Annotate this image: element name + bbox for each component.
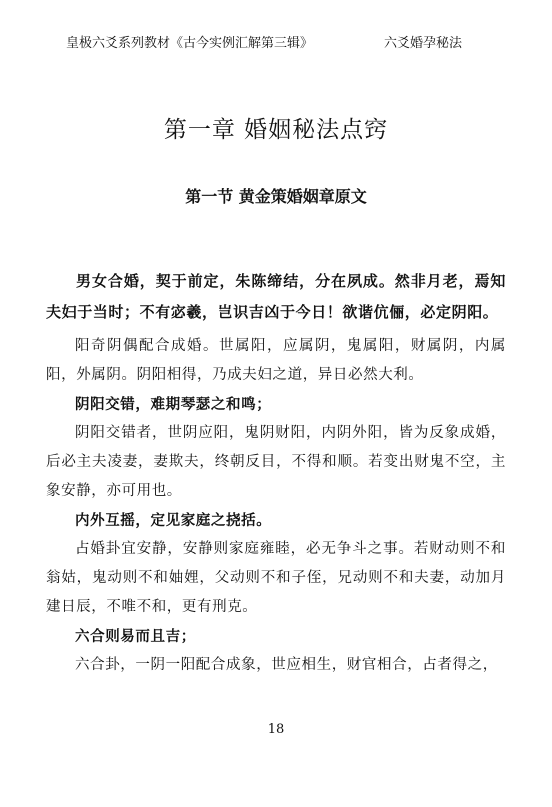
chapter-title: 第一章 婚姻秘法点窍 (163, 117, 389, 143)
paragraph: 阳奇阴偶配合成婚。世属阳，应属阴，鬼属阳，财属阴，内属阳，外属阴。阴阳相得，乃成夫妇之道，异日必然大利。 (46, 338, 506, 383)
paragraph: 阴阳交错者，世阴应阳，鬼阴财阳，内阴外阳，皆为反象成婚，后必主夫凌妻，妻欺夫，终朝反目，不得和顺。若变出财鬼不空，主象安静，亦可用也。 (46, 425, 506, 499)
header-volume-title: 六爻婚孕秘法 (383, 36, 462, 51)
page-number: 18 (267, 722, 285, 737)
paragraph: 占婚卦宜安静，安静则家庭雍睦，必无争斗之事。若财动则不和翁姑，鬼动则不和妯娌，父动则不和子侄，兄动则不和夫妻，动加月建日辰，不唯不和，更有刑克。 (46, 541, 506, 615)
paragraph: 六合则易而且吉； (75, 628, 196, 645)
paragraph: 男女合婚，契于前定，朱陈缔结，分在夙成。然非月老，焉知夫妇于当时；不有宓羲，岂识吉凶于今日！欲谐伉俪，必定阴阳。 (46, 272, 506, 321)
paragraph: 阴阳交错，难期琴瑟之和鸣； (75, 396, 272, 413)
section-title: 第一节 黄金策婚姻章原文 (185, 187, 367, 206)
paragraph: 内外互摇，定见家庭之挠括。 (75, 512, 272, 529)
body-text (46, 266, 506, 680)
header-book-title: 皇极六爻系列教材《古今实例汇解第三辑》 (66, 36, 314, 51)
running-header (66, 32, 492, 51)
paragraph: 六合卦，一阴一阳配合成象，世应相生，财官相合，占者得之， (75, 657, 498, 673)
